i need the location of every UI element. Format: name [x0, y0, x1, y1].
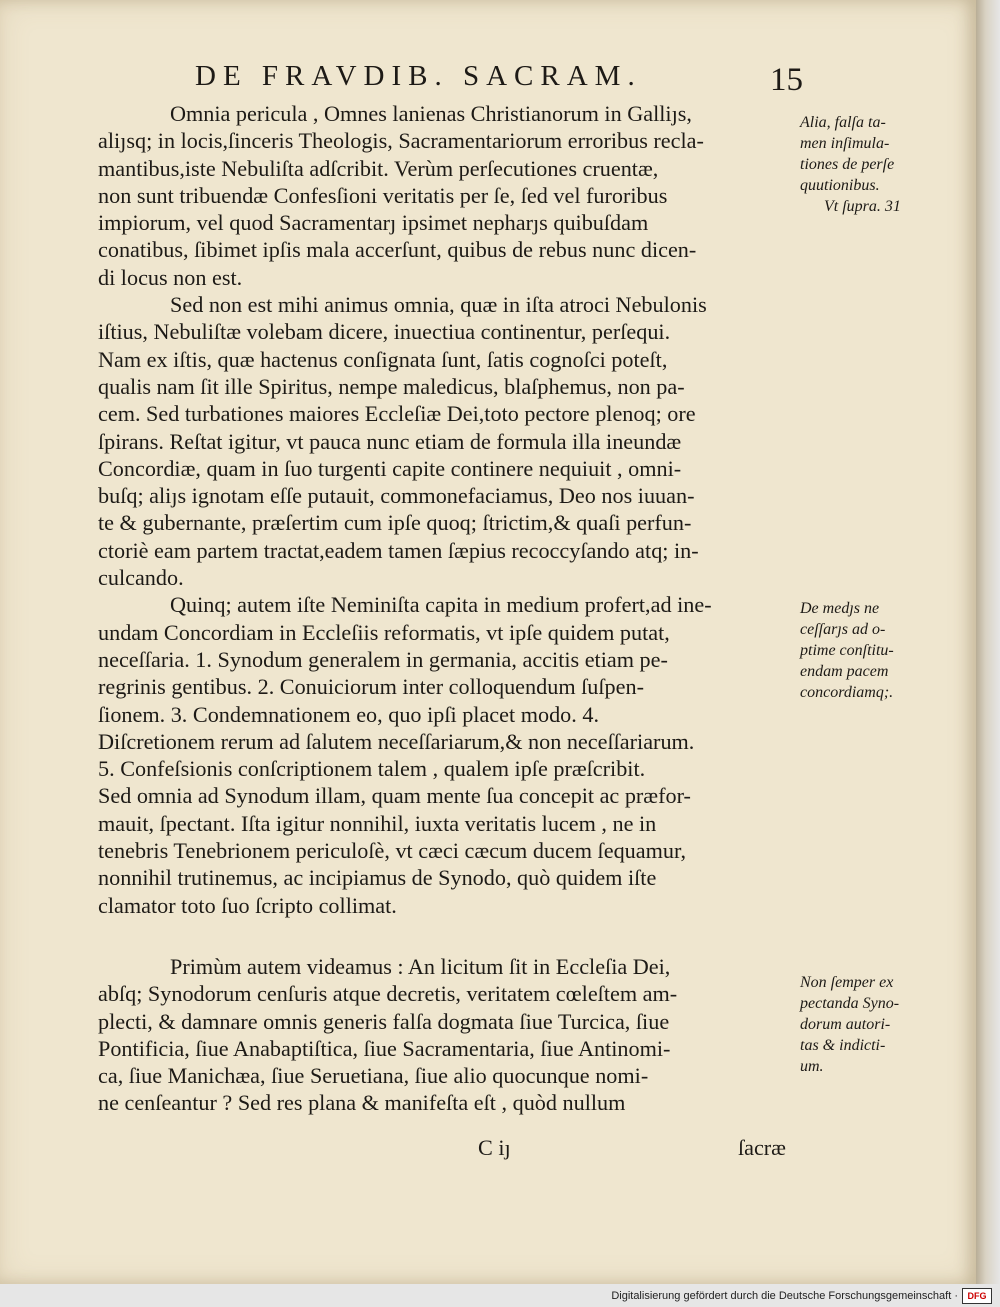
text-line: Nam ex iſtis, quæ hactenus conſignata ſunt, ſatis cognoſci poteſt,: [98, 346, 668, 372]
text-line: neceſſaria. 1. Synodum generalem in germania, accitis etiam pe-: [98, 646, 668, 672]
main-text: [98, 100, 800, 1117]
catchword: ſacræ: [737, 1135, 786, 1160]
text-line: culcando.: [98, 565, 184, 591]
text-line: impiorum, vel quod Sacramentarȷ ipsimet nepharȷs quibuſdam: [98, 210, 649, 236]
margin-note-line: Vt ſupra. 31: [824, 198, 901, 215]
catchline: [98, 1135, 800, 1165]
margin-note-line: concordiamq;.: [800, 684, 894, 701]
text-line: te & gubernante, præſertim cum ipſe quoq; ſtrictim,& quaſi perfun-: [98, 510, 692, 536]
text-line: Concordiæ, quam in ſuo turgenti capite continere nequiuit , omni-: [98, 455, 682, 481]
signature-mark: C iȷ: [478, 1135, 511, 1160]
text-line: undam Concordiam in Eccleſiis reformatis, vt ipſe quidem putat,: [98, 619, 670, 645]
text-line: Omnia pericula , Omnes lanienas Christianorum in Galliȷs,: [170, 101, 692, 126]
text-line: aliȷsq; in locis,ſinceris Theologis, Sacramentariorum erroribus recla-: [98, 128, 704, 154]
margin-note-line: Alia, falſa ta-: [800, 114, 886, 131]
text-line: mantibus,iste Nebuliſta adſcribit. Verùm perſecutiones cruentæ,: [98, 155, 659, 181]
text-line: Quinq; autem iſte Neminiſta capita in medium profert,ad ine-: [170, 592, 712, 618]
margin-note-line: pectanda Syno-: [800, 995, 900, 1012]
footer-bar: [0, 1284, 1000, 1307]
margin-note-line: ceſſarȷs ad o-: [800, 621, 886, 638]
margin-note-line: tiones de perſe: [800, 156, 895, 173]
text-line: conatibus, ſibimet ipſis mala accerſunt, quibus de rebus nunc dicen-: [98, 237, 697, 263]
text-line: 5. Confeſsionis conſcriptionem talem , qualem ipſe præſcribit.: [98, 756, 646, 782]
text-line: non sunt tribuendæ Confesſioni veritatis per ſe, ſed vel furoribus: [98, 182, 668, 208]
text-line: Sed non est mihi animus omnia, quæ in iſta atroci Nebulonis: [170, 292, 707, 318]
text-line: di locus non est.: [98, 264, 243, 290]
text-line: regrinis gentibus. 2. Conuiciorum inter colloquendum ſuſpen-: [98, 674, 644, 700]
margin-note-3: [800, 972, 940, 1077]
text-line: Sed omnia ad Synodum illam, quam mente ſua concepit ac præfor-: [98, 783, 691, 809]
text-line: plecti, & damnare omnis generis falſa dogmata ſiue Turcica, ſiue: [98, 1008, 670, 1034]
text-line: ne cenſeantur ? Sed res plana & manifeſta eſt , quòd nullum: [98, 1090, 626, 1116]
margin-note-line: um.: [800, 1058, 824, 1075]
page-number: 15: [770, 62, 803, 98]
margin-note-line: De medȷs ne: [800, 600, 880, 617]
text-line: tenebris Tenebrionem periculoſè, vt cæci cæcum ducem ſequamur,: [98, 838, 686, 864]
text-line: ctoriè eam partem tractat,eadem tamen ſæpius recoccyſando atq; in-: [98, 537, 699, 563]
margin-note-line: Non ſemper ex: [800, 974, 894, 991]
text-line: Primùm autem videamus : An licitum ſit in Eccleſia Dei,: [170, 953, 671, 979]
text-line: ſpirans. Reſtat igitur, vt pauca nunc etiam de formula illa ineundæ: [98, 428, 682, 454]
margin-note-line: dorum autori-: [800, 1016, 891, 1033]
text-line: abſq; Synodorum cenſuris atque decretis, veritatem cœleſtem am-: [98, 981, 678, 1007]
margin-note-1: [800, 112, 940, 217]
page-edge: [976, 0, 1000, 1284]
text-line: qualis nam ſit ille Spiritus, nempe maledicus, blaſphemus, non pa-: [98, 373, 685, 399]
margin-note-line: quutionibus.: [800, 177, 880, 194]
text-line: Pontificia, ſiue Anabaptiſtica, ſiue Sacramentaria, ſiue Antinomi-: [98, 1035, 671, 1061]
text-line: ſionem. 3. Condemnationem eo, quo ipſi placet modo. 4.: [98, 701, 599, 727]
margin-note-line: ptime conſtitu-: [800, 642, 894, 659]
text-line: mauit, ſpectant. Iſta igitur nonnihil, iuxta veritatis lucem , ne in: [98, 810, 657, 836]
margin-note-2: [800, 598, 940, 703]
margin-note-line: tas & indicti-: [800, 1037, 886, 1054]
running-title: DE FRAVDIB. SACRAM.: [195, 60, 642, 92]
margin-note-line: men inſimula-: [800, 135, 890, 152]
text-line: clamator toto ſuo ſcripto collimat.: [98, 892, 397, 918]
dfg-logo-icon: DFG: [962, 1288, 992, 1304]
paragraph-gap: [98, 919, 800, 953]
text-line: iſtius, Nebuliſtæ volebam dicere, inuectiua continentur, perſequi.: [98, 319, 671, 345]
text-line: buſq; aliȷs ignotam eſſe putauit, commonefaciamus, Deo nos iuuan-: [98, 483, 695, 509]
text-line: ca, ſiue Manichæa, ſiue Seruetiana, ſiue alio quocunque nomi-: [98, 1063, 649, 1089]
text-line: Diſcretionem rerum ad ſalutem neceſſariarum,& non neceſſariarum.: [98, 728, 695, 754]
margin-note-line: endam pacem: [800, 663, 889, 680]
text-line: cem. Sed turbationes maiores Eccleſiæ Dei,toto pectore plenoq; ore: [98, 401, 696, 427]
footer-credit: Digitalisierung gefördert durch die Deutsche Forschungsgemeinschaft ·: [611, 1290, 958, 1302]
text-line: nonnihil trutinemus, ac incipiamus de Synodo, quò quidem iſte: [98, 865, 657, 891]
